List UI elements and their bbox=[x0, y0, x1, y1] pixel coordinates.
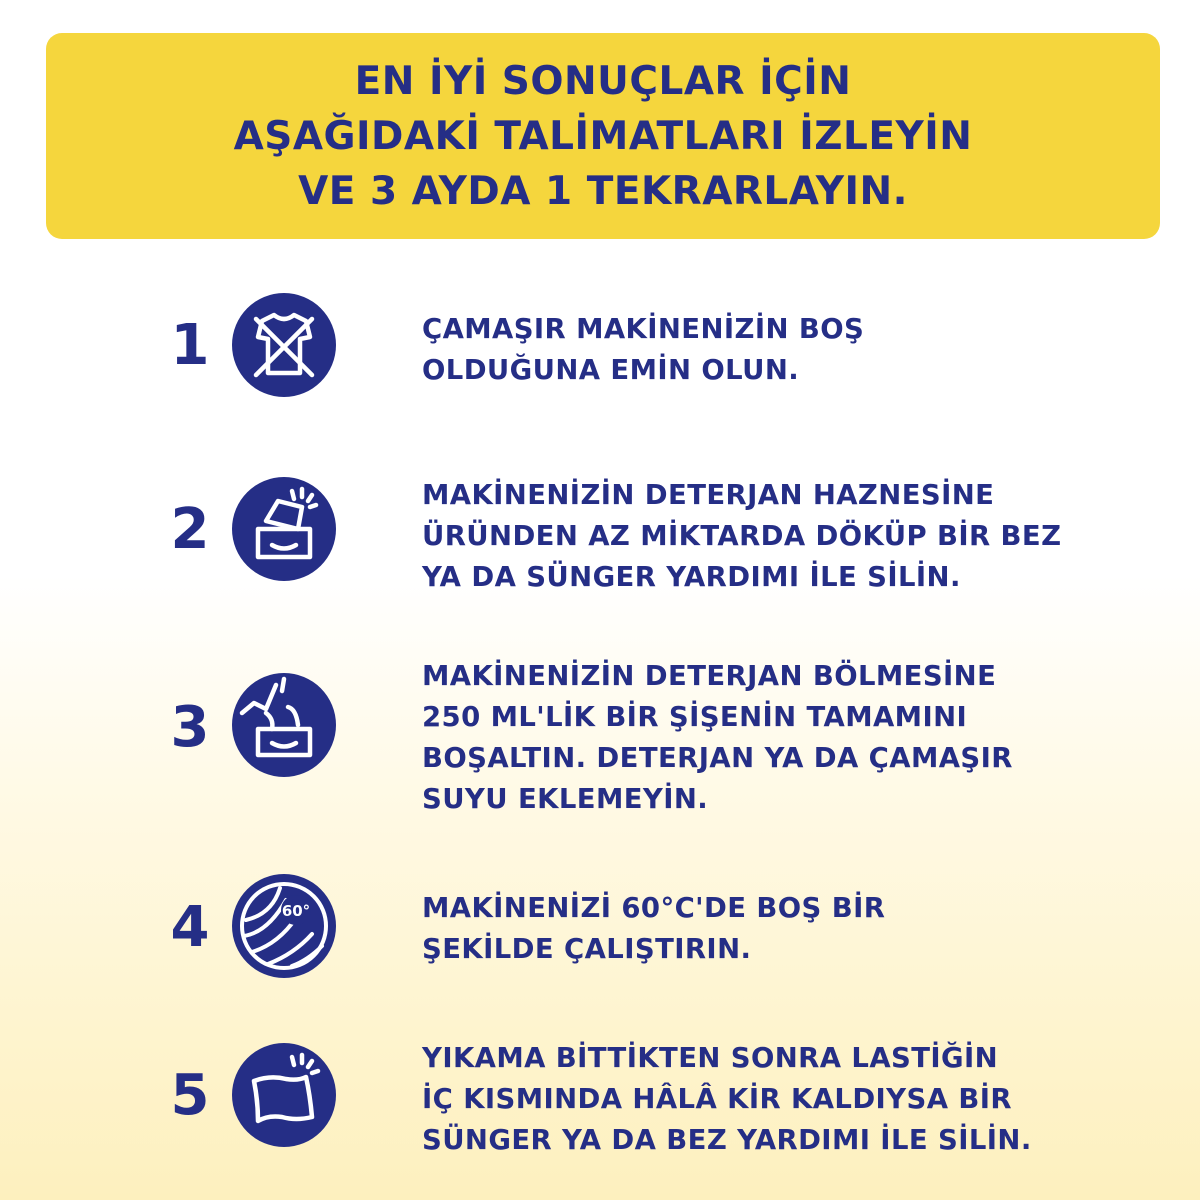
drum-60-label: 60° bbox=[281, 902, 311, 920]
step-4-number: 4 bbox=[170, 895, 210, 960]
step-1-text bbox=[422, 309, 1162, 391]
step-2-text-line-3: YA DA SÜNGER YARDIMI İLE SİLİN. bbox=[422, 561, 961, 593]
step-3-text-line-3: BOŞALTIN. DETERJAN YA DA ÇAMAŞIR bbox=[422, 742, 1013, 774]
step-1-text-line-1: ÇAMAŞIR MAKİNENİZİN BOŞ bbox=[422, 313, 865, 345]
step-1-number: 1 bbox=[170, 313, 210, 378]
detergent-drawer-wipe-icon bbox=[232, 477, 336, 581]
empty-laundry-icon bbox=[232, 293, 336, 397]
cloth-wipe-icon bbox=[232, 1043, 336, 1147]
step-2-number: 2 bbox=[170, 497, 210, 562]
step-4-text bbox=[422, 888, 1162, 970]
step-5-number: 5 bbox=[170, 1063, 210, 1128]
step-3-text bbox=[422, 656, 1162, 820]
instructions-header-banner bbox=[46, 33, 1160, 239]
step-4-text-line-2: ŞEKİLDE ÇALIŞTIRIN. bbox=[422, 933, 752, 965]
step-3-number: 3 bbox=[170, 695, 210, 760]
step-5-text-line-3: SÜNGER YA DA BEZ YARDIMI İLE SİLİN. bbox=[422, 1124, 1032, 1156]
bottle-pour-drawer-icon bbox=[232, 673, 336, 777]
header-title-line-2: AŞAĞIDAKİ TALİMATLARI İZLEYİN bbox=[233, 113, 973, 159]
header-title-line-3: VE 3 AYDA 1 TEKRARLAYIN. bbox=[298, 168, 908, 214]
drum-60-degrees-icon bbox=[232, 874, 336, 978]
step-1-text-line-2: OLDUĞUNA EMİN OLUN. bbox=[422, 354, 800, 386]
header-title-line-1: EN İYİ SONUÇLAR İÇİN bbox=[354, 58, 852, 104]
step-2-text-line-1: MAKİNENİZİN DETERJAN HAZNESİNE bbox=[422, 479, 995, 511]
step-3-text-line-4: SUYU EKLEMEYİN. bbox=[422, 783, 709, 815]
step-3-text-line-1: MAKİNENİZİN DETERJAN BÖLMESİNE bbox=[422, 660, 997, 692]
step-3-text-line-2: 250 ML'LİK BİR ŞİŞENİN TAMAMINI bbox=[422, 701, 968, 733]
step-2-text-line-2: ÜRÜNDEN AZ MİKTARDA DÖKÜP BİR BEZ bbox=[422, 520, 1062, 552]
step-5-text bbox=[422, 1038, 1162, 1161]
step-2-text bbox=[422, 475, 1162, 598]
step-4-text-line-1: MAKİNENİZİ 60°C'DE BOŞ BİR bbox=[422, 892, 886, 924]
step-5-text-line-2: İÇ KISMINDA HÂLÂ KİR KALDIYSA BİR bbox=[422, 1083, 1012, 1115]
step-5-text-line-1: YIKAMA BİTTİKTEN SONRA LASTİĞİN bbox=[422, 1042, 999, 1074]
